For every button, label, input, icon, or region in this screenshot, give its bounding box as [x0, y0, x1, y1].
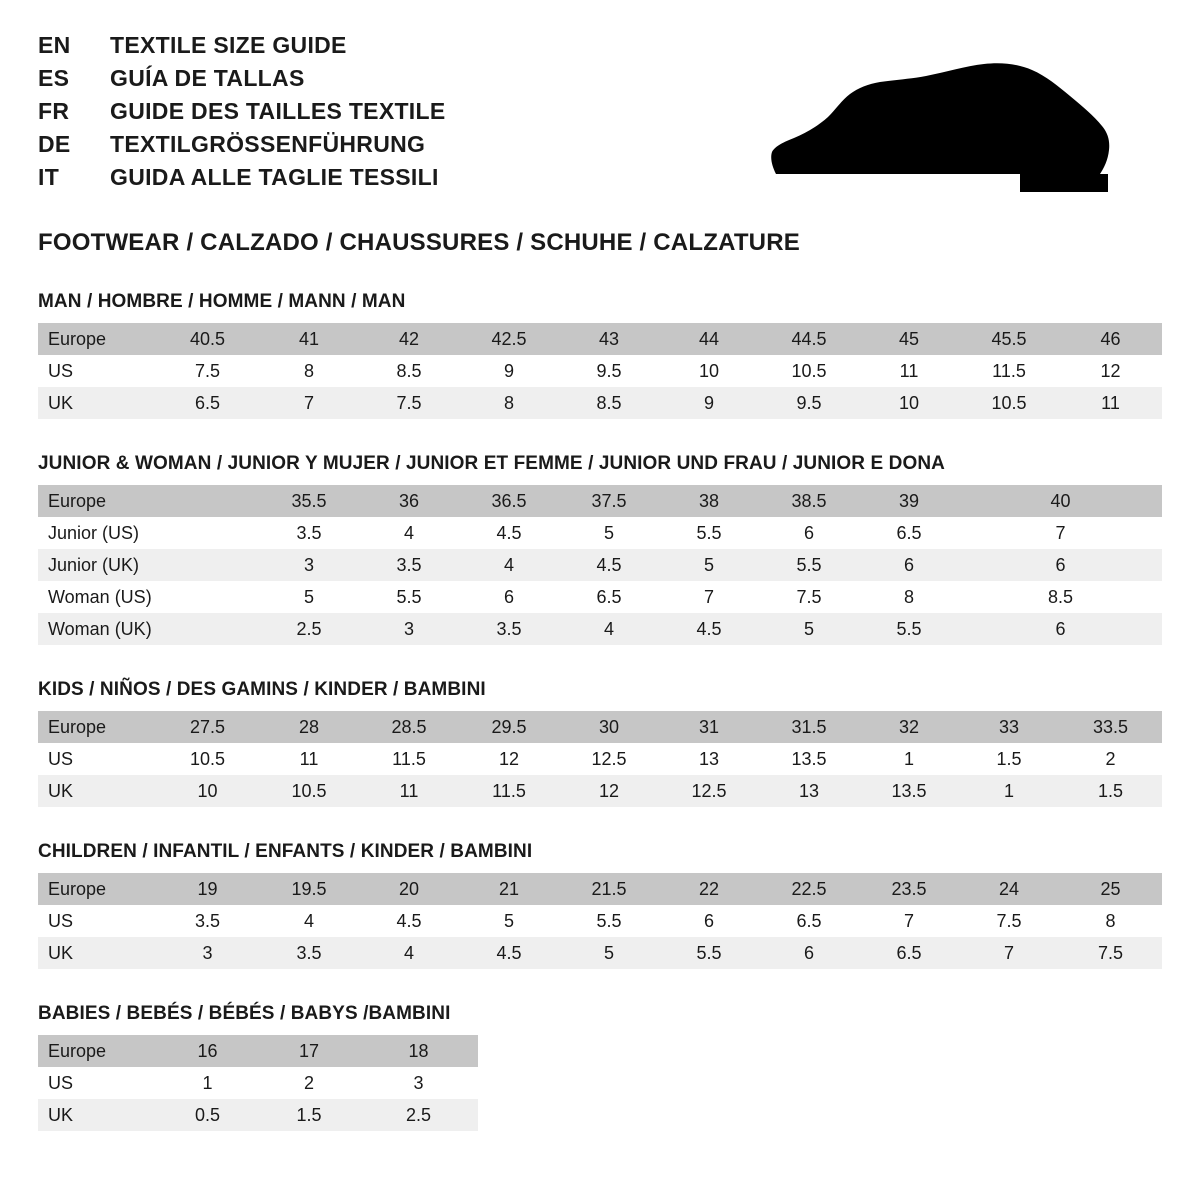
cell: 46: [1059, 323, 1162, 355]
cell: 5: [259, 581, 359, 613]
row-label: UK: [38, 937, 156, 969]
cell: 1.5: [259, 1099, 359, 1131]
cell: 10: [659, 355, 759, 387]
cell: 25: [1059, 873, 1162, 905]
cell: 8: [1059, 905, 1162, 937]
cell: 1.5: [1059, 775, 1162, 807]
cell: 5.5: [659, 937, 759, 969]
table-row: [38, 581, 1162, 613]
size-table-man: [38, 323, 1162, 419]
cell: [156, 485, 259, 517]
size-table-junior-woman: [38, 485, 1162, 645]
cell: 1: [156, 1067, 259, 1099]
size-table-children: [38, 873, 1162, 969]
cell: 4.5: [359, 905, 459, 937]
cell: 2: [1059, 743, 1162, 775]
language-title: TEXTILE SIZE GUIDE: [110, 32, 347, 58]
language-title: GUÍA DE TALLAS: [110, 65, 305, 91]
cell: 9.5: [759, 387, 859, 419]
cell: 5.5: [759, 549, 859, 581]
cell: 4: [559, 613, 659, 645]
cell: 10: [156, 775, 259, 807]
section-title: BABIES / BEBÉS / BÉBÉS / BABYS /BAMBINI: [38, 1003, 451, 1024]
cell: 37.5: [559, 485, 659, 517]
cell: 4: [359, 937, 459, 969]
language-code: DE: [38, 131, 71, 157]
cell: 5: [559, 937, 659, 969]
cell: 24: [959, 873, 1059, 905]
category-heading: FOOTWEAR / CALZADO / CHAUSSURES / SCHUHE / CALZATURE: [38, 229, 800, 256]
cell: 21.5: [559, 873, 659, 905]
cell: 6.5: [859, 937, 959, 969]
cell: 9: [659, 387, 759, 419]
cell: 19.5: [259, 873, 359, 905]
cell: 1: [959, 775, 1059, 807]
cell: 12: [1059, 355, 1162, 387]
row-label: US: [38, 743, 156, 775]
cell: 42.5: [459, 323, 559, 355]
cell: 3: [359, 613, 459, 645]
page-header: [38, 34, 1162, 199]
cell: 28.5: [359, 711, 459, 743]
cell: 33: [959, 711, 1059, 743]
row-label: Junior (US): [38, 517, 156, 549]
cell: 6: [959, 549, 1162, 581]
row-label: Europe: [38, 873, 156, 905]
cell: [156, 517, 259, 549]
cell: 5.5: [559, 905, 659, 937]
cell: 44: [659, 323, 759, 355]
section-babies: [38, 1003, 1162, 1131]
cell: 5: [759, 613, 859, 645]
cell: 31: [659, 711, 759, 743]
cell: 35.5: [259, 485, 359, 517]
cell: [156, 581, 259, 613]
cell: 11: [1059, 387, 1162, 419]
cell: 38.5: [759, 485, 859, 517]
cell: 2: [259, 1067, 359, 1099]
dress-shoe-icon: [770, 62, 1110, 192]
language-code: IT: [38, 164, 60, 190]
language-row: [38, 100, 446, 123]
table-row: [38, 937, 1162, 969]
language-code: ES: [38, 65, 70, 91]
table-row: [38, 743, 1162, 775]
section-kids: [38, 679, 1162, 807]
cell: 8: [859, 581, 959, 613]
cell: 7.5: [1059, 937, 1162, 969]
cell: 13.5: [759, 743, 859, 775]
cell: 3.5: [156, 905, 259, 937]
cell: 18: [359, 1035, 478, 1067]
cell: 45: [859, 323, 959, 355]
language-row: [38, 133, 446, 156]
cell: 8.5: [559, 387, 659, 419]
cell: 1: [859, 743, 959, 775]
cell: 10.5: [259, 775, 359, 807]
cell: 13: [759, 775, 859, 807]
row-label: US: [38, 355, 156, 387]
cell: 6.5: [559, 581, 659, 613]
cell: 12: [559, 775, 659, 807]
cell: 5: [659, 549, 759, 581]
cell: 33.5: [1059, 711, 1162, 743]
cell: 6: [959, 613, 1162, 645]
cell: 11.5: [959, 355, 1059, 387]
table-row: [38, 873, 1162, 905]
table-row: [38, 775, 1162, 807]
section-title: KIDS / NIÑOS / DES GAMINS / KINDER / BAMBINI: [38, 679, 486, 700]
cell: 7.5: [959, 905, 1059, 937]
cell: 32: [859, 711, 959, 743]
table-row: [38, 1035, 478, 1067]
cell: 23.5: [859, 873, 959, 905]
table-row: [38, 387, 1162, 419]
cell: 2.5: [359, 1099, 478, 1131]
table-row: [38, 711, 1162, 743]
cell: 4.5: [659, 613, 759, 645]
cell: 9.5: [559, 355, 659, 387]
language-title: GUIDE DES TAILLES TEXTILE: [110, 98, 446, 124]
cell: 10.5: [156, 743, 259, 775]
cell: 5.5: [359, 581, 459, 613]
cell: 3: [156, 937, 259, 969]
row-label: Europe: [38, 323, 156, 355]
cell: 5.5: [659, 517, 759, 549]
language-title: GUIDA ALLE TAGLIE TESSILI: [110, 164, 439, 190]
cell: 3.5: [459, 613, 559, 645]
language-code: EN: [38, 32, 71, 58]
cell: 20: [359, 873, 459, 905]
cell: 11: [859, 355, 959, 387]
language-code: FR: [38, 98, 70, 124]
cell: 12.5: [559, 743, 659, 775]
section-title: CHILDREN / INFANTIL / ENFANTS / KINDER / BAMBINI: [38, 841, 533, 862]
row-label: Europe: [38, 711, 156, 743]
row-label: US: [38, 1067, 156, 1099]
cell: 22: [659, 873, 759, 905]
cell: 4: [259, 905, 359, 937]
cell: 10.5: [759, 355, 859, 387]
cell: 4.5: [459, 937, 559, 969]
cell: 3.5: [259, 937, 359, 969]
table-row: [38, 517, 1162, 549]
cell: 2.5: [259, 613, 359, 645]
cell: 6: [859, 549, 959, 581]
cell: 29.5: [459, 711, 559, 743]
cell: 11: [359, 775, 459, 807]
cell: 40.5: [156, 323, 259, 355]
cell: 3.5: [359, 549, 459, 581]
cell: 44.5: [759, 323, 859, 355]
row-label: Woman (US): [38, 581, 156, 613]
cell: 11.5: [359, 743, 459, 775]
size-table-babies: [38, 1035, 478, 1131]
language-title: TEXTILGRÖSSENFÜHRUNG: [110, 131, 426, 157]
cell: 45.5: [959, 323, 1059, 355]
table-row: [38, 905, 1162, 937]
cell: 28: [259, 711, 359, 743]
cell: 6: [659, 905, 759, 937]
row-label: UK: [38, 387, 156, 419]
cell: 6.5: [156, 387, 259, 419]
cell: 6: [459, 581, 559, 613]
cell: 13: [659, 743, 759, 775]
cell: 19: [156, 873, 259, 905]
cell: 5: [459, 905, 559, 937]
cell: 11: [259, 743, 359, 775]
cell: 5: [559, 517, 659, 549]
cell: 16: [156, 1035, 259, 1067]
row-label: Junior (UK): [38, 549, 156, 581]
cell: 4: [359, 517, 459, 549]
cell: 7: [959, 937, 1059, 969]
cell: 8: [459, 387, 559, 419]
cell: 3: [359, 1067, 478, 1099]
language-row: [38, 67, 446, 90]
cell: 11.5: [459, 775, 559, 807]
cell: 31.5: [759, 711, 859, 743]
language-title-list: [38, 34, 446, 199]
cell: 22.5: [759, 873, 859, 905]
cell: 6: [759, 937, 859, 969]
cell: 7: [259, 387, 359, 419]
cell: [156, 549, 259, 581]
row-label: US: [38, 905, 156, 937]
cell: 4: [459, 549, 559, 581]
section-man: [38, 291, 1162, 419]
cell: 0.5: [156, 1099, 259, 1131]
language-row: [38, 34, 446, 57]
cell: 36.5: [459, 485, 559, 517]
section-children: [38, 841, 1162, 969]
cell: 30: [559, 711, 659, 743]
section-title: MAN / HOMBRE / HOMME / MANN / MAN: [38, 291, 406, 312]
table-row: [38, 549, 1162, 581]
cell: 9: [459, 355, 559, 387]
row-label: Europe: [38, 485, 156, 517]
cell: 21: [459, 873, 559, 905]
cell: 10.5: [959, 387, 1059, 419]
cell: 8.5: [359, 355, 459, 387]
cell: 41: [259, 323, 359, 355]
cell: 8.5: [959, 581, 1162, 613]
cell: 7: [659, 581, 759, 613]
cell: 17: [259, 1035, 359, 1067]
cell: 42: [359, 323, 459, 355]
table-row: [38, 323, 1162, 355]
row-label: UK: [38, 775, 156, 807]
cell: 7.5: [359, 387, 459, 419]
cell: 40: [959, 485, 1162, 517]
cell: 8: [259, 355, 359, 387]
cell: 36: [359, 485, 459, 517]
size-table-kids: [38, 711, 1162, 807]
table-row: [38, 485, 1162, 517]
cell: 1.5: [959, 743, 1059, 775]
table-row: [38, 355, 1162, 387]
cell: 7.5: [156, 355, 259, 387]
cell: 39: [859, 485, 959, 517]
cell: 12.5: [659, 775, 759, 807]
cell: [156, 613, 259, 645]
cell: 5.5: [859, 613, 959, 645]
cell: 13.5: [859, 775, 959, 807]
section-junior-woman: [38, 453, 1162, 645]
cell: 10: [859, 387, 959, 419]
cell: 4.5: [459, 517, 559, 549]
cell: 4.5: [559, 549, 659, 581]
cell: 3.5: [259, 517, 359, 549]
row-label: Woman (UK): [38, 613, 156, 645]
language-row: [38, 166, 446, 189]
section-title: JUNIOR & WOMAN / JUNIOR Y MUJER / JUNIOR ET FEMME / JUNIOR UND FRAU / JUNIOR E DONA: [38, 453, 946, 474]
row-label: UK: [38, 1099, 156, 1131]
cell: 12: [459, 743, 559, 775]
cell: 6: [759, 517, 859, 549]
cell: 6.5: [759, 905, 859, 937]
cell: 38: [659, 485, 759, 517]
cell: 27.5: [156, 711, 259, 743]
table-row: [38, 613, 1162, 645]
cell: 6.5: [859, 517, 959, 549]
table-row: [38, 1067, 478, 1099]
table-row: [38, 1099, 478, 1131]
row-label: Europe: [38, 1035, 156, 1067]
cell: 3: [259, 549, 359, 581]
cell: 7: [859, 905, 959, 937]
cell: 7: [959, 517, 1162, 549]
cell: 7.5: [759, 581, 859, 613]
cell: 43: [559, 323, 659, 355]
